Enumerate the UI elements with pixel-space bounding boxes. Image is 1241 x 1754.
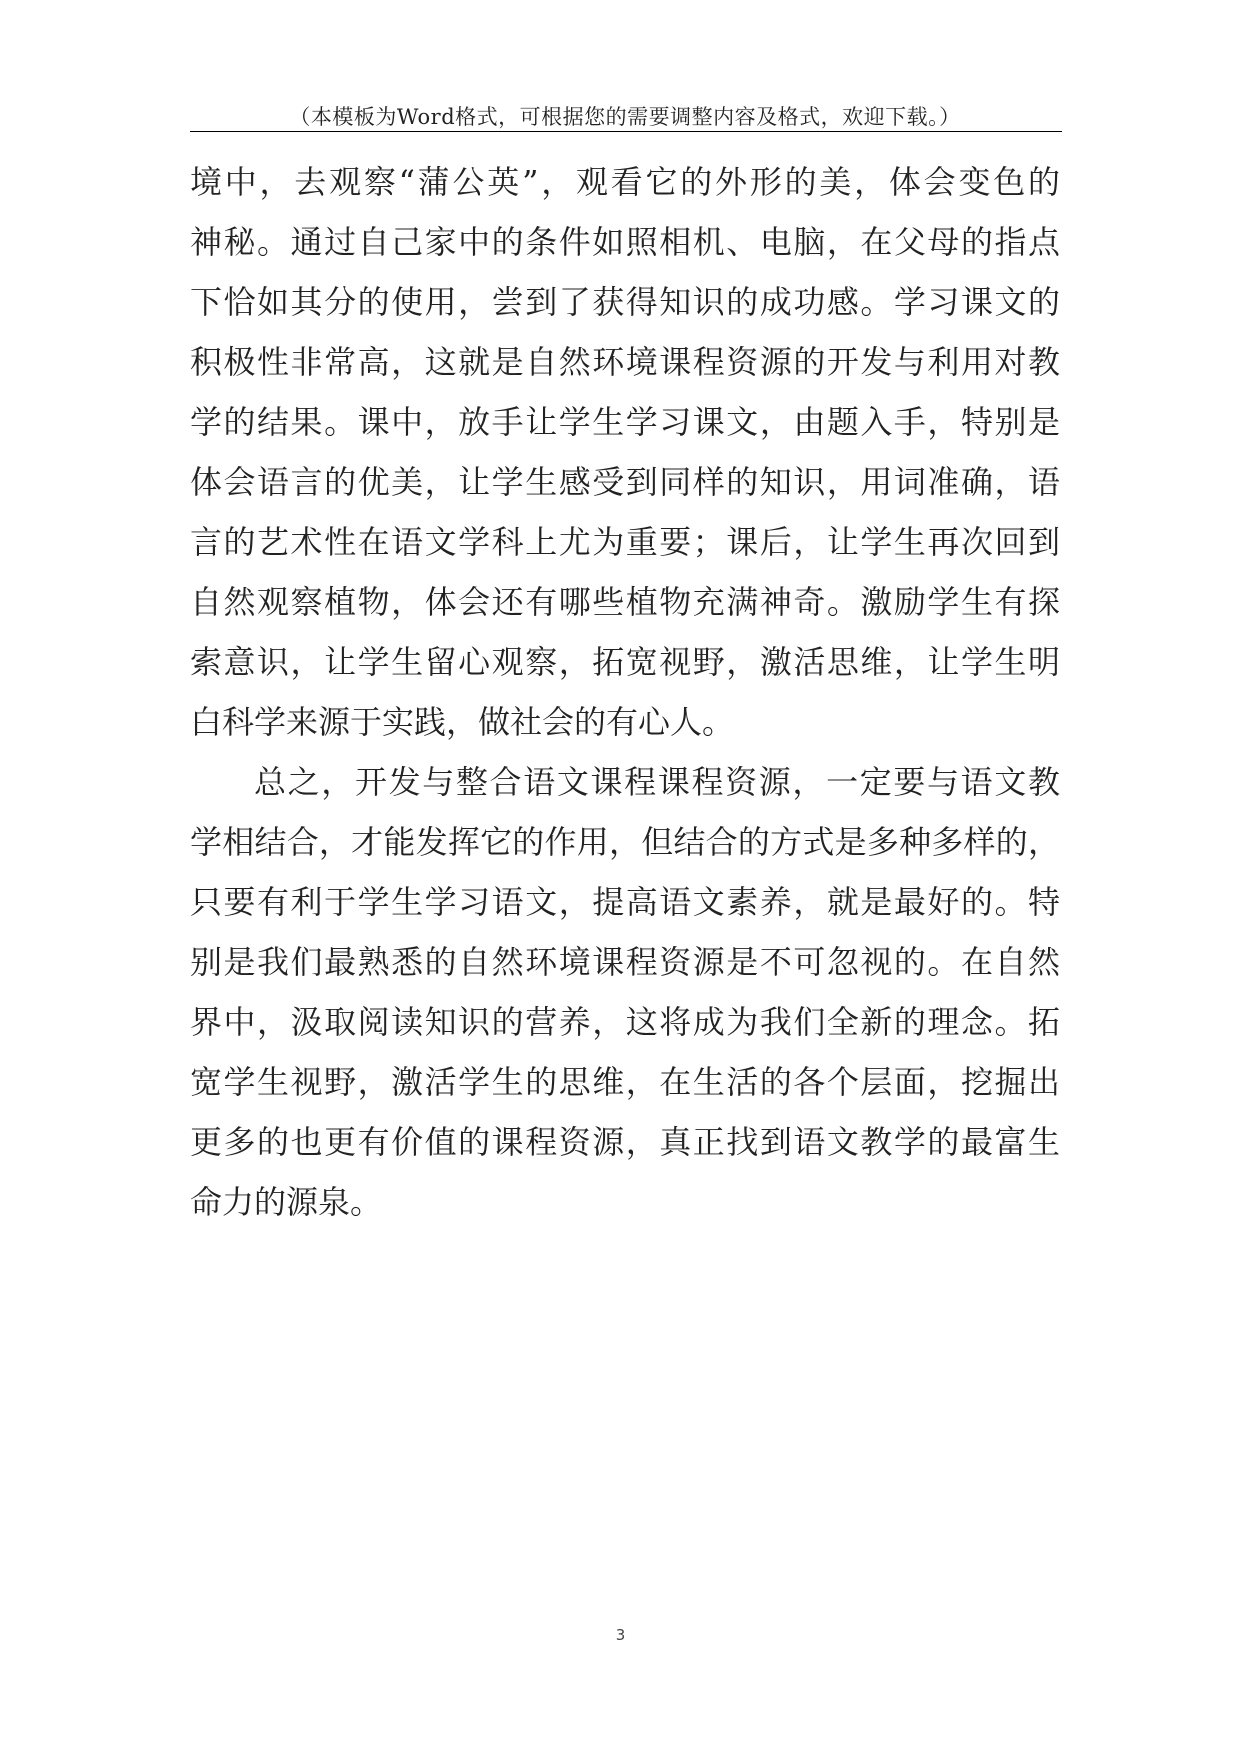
text-line: 神秘。通过自己家中的条件如照相机、电脑，在父母的指点 — [190, 223, 1060, 261]
text-line: 体会语言的优美，让学生感受到同样的知识，用词准确，语 — [190, 463, 1060, 501]
text-line: 别是我们最熟悉的自然环境课程资源是不可忽视的。在自然 — [190, 943, 1060, 981]
text-line: 积极性非常高，这就是自然环境课程资源的开发与利用对教 — [190, 343, 1060, 381]
text-line: 界中，汲取阅读知识的营养，这将成为我们全新的理念。拓 — [190, 1003, 1060, 1041]
text-line: 自然观察植物，体会还有哪些植物充满神奇。激励学生有探 — [190, 583, 1060, 621]
text-line: 学的结果。课中，放手让学生学习课文，由题入手，特别是 — [190, 403, 1060, 441]
text-line: 学相结合，才能发挥它的作用，但结合的方式是多种多样的， — [190, 823, 1060, 861]
text-line: 白科学来源于实践，做社会的有心人。 — [190, 703, 735, 741]
page-header: （本模板为Word格式，可根据您的需要调整内容及格式，欢迎下载。） — [289, 105, 961, 129]
paragraph-2 — [190, 752, 1060, 1232]
text-line: 总之，开发与整合语文课程课程资源，一定要与语文教 — [254, 763, 1060, 801]
text-line: 言的艺术性在语文学科上尤为重要；课后，让学生再次回到 — [190, 523, 1060, 561]
text-line: 境中，去观察“蒲公英”，观看它的外形的美，体会变色的 — [190, 163, 1060, 201]
text-line: 下恰如其分的使用，尝到了获得知识的成功感。学习课文的 — [190, 283, 1060, 321]
text-line: 只要有利于学生学习语文，提高语文素养，就是最好的。特 — [190, 883, 1060, 921]
body-text — [190, 152, 1060, 1232]
text-line: 更多的也更有价值的课程资源，真正找到语文教学的最富生 — [190, 1123, 1060, 1161]
text-line: 命力的源泉。 — [190, 1183, 383, 1221]
header-rule — [190, 131, 1062, 132]
text-line: 索意识，让学生留心观察，拓宽视野，激活思维，让学生明 — [190, 643, 1060, 681]
text-line: 宽学生视野，激活学生的思维，在生活的各个层面，挖掘出 — [190, 1063, 1060, 1101]
paragraph-1 — [190, 152, 1060, 752]
page-number: 3 — [615, 1626, 626, 1644]
